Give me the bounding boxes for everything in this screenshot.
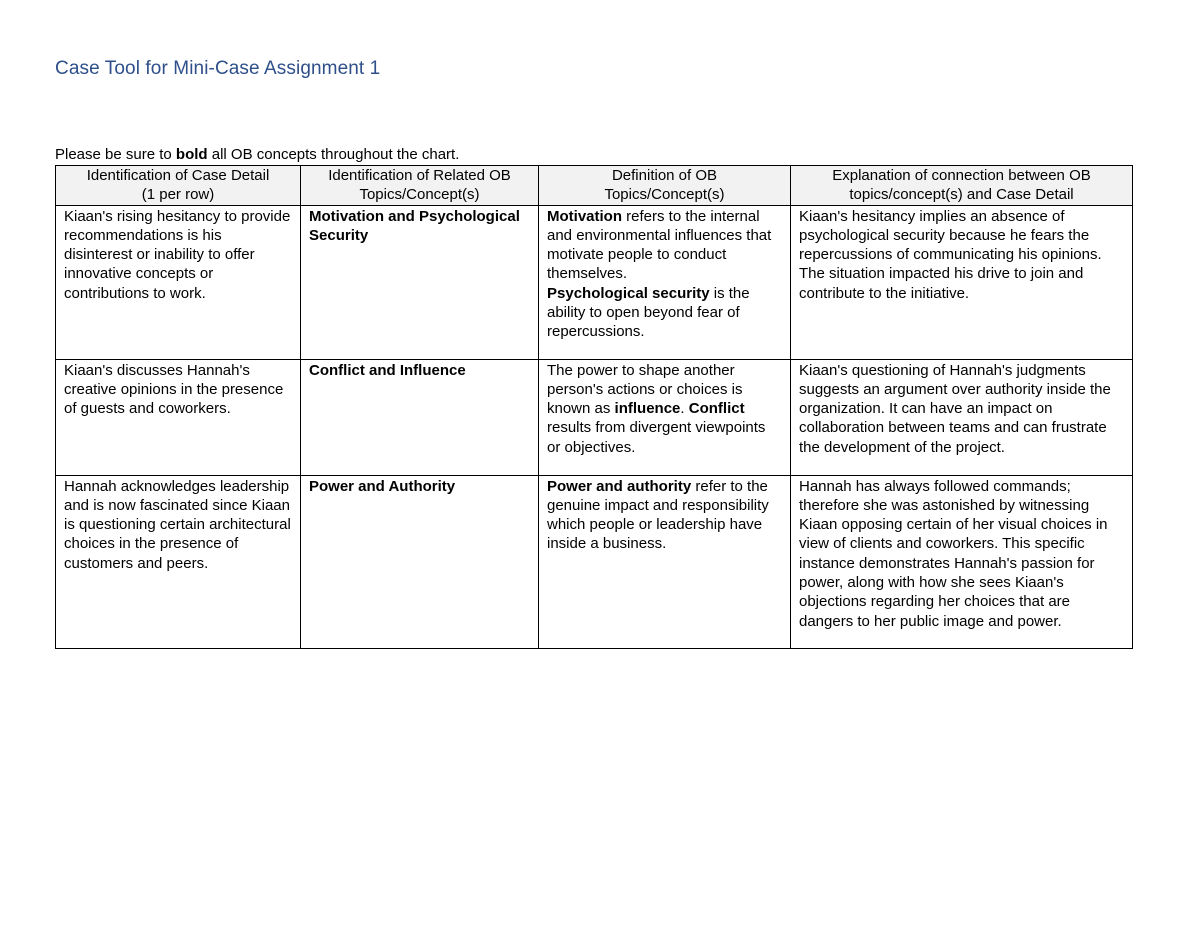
cell-definition: Motivation refers to the internal and environmental influences that motivate people to conduct themselves. Psychological security is the ability to open beyond fear of repercussions. bbox=[539, 205, 791, 359]
table-row bbox=[56, 205, 1133, 359]
header-case-detail: Identification of Case Detail (1 per row) bbox=[56, 166, 301, 206]
instruction-bold: bold bbox=[175, 146, 208, 163]
table-row bbox=[56, 359, 1133, 475]
cell-case-detail: Kiaan's discusses Hannah's creative opinions in the presence of guests and coworkers. bbox=[56, 359, 301, 475]
header-related-concepts: Identification of Related OB Topics/Concept(s) bbox=[301, 166, 539, 206]
table-row bbox=[56, 475, 1133, 648]
instruction-before: Please be sure to bbox=[55, 146, 176, 163]
cell-concept: Power and Authority bbox=[301, 475, 539, 648]
table-header-row bbox=[56, 166, 1133, 206]
cell-definition: Power and authority refer to the genuine impact and responsibility which people or leadership have inside a business. bbox=[539, 475, 791, 648]
cell-concept: Motivation and Psychological Security bbox=[301, 205, 539, 359]
instruction-after: all OB concepts throughout the chart. bbox=[207, 146, 460, 163]
cell-explanation: Hannah has always followed commands; therefore she was astonished by witnessing Kiaan opposing certain of her visual choices in view of clients and coworkers. This specific instance demonstrates Hannah's passion for power, along with how she sees Kiaan's objections regarding her choices that are dangers to her public image and power. bbox=[791, 475, 1133, 648]
cell-case-detail: Hannah acknowledges leadership and is now fascinated since Kiaan is questioning certain architectural choices in the presence of customers and peers. bbox=[56, 475, 301, 648]
instruction-text bbox=[55, 145, 459, 164]
cell-explanation: Kiaan's hesitancy implies an absence of psychological security because he fears the repercussions of communicating his opinions. The situation impacted his drive to join and contribute to the initiative. bbox=[791, 205, 1133, 359]
cell-case-detail: Kiaan's rising hesitancy to provide recommendations is his disinterest or inability to offer innovative concepts or contributions to work. bbox=[56, 205, 301, 359]
cell-explanation: Kiaan's questioning of Hannah's judgments suggests an argument over authority inside the organization. It can have an impact on collaboration between teams and can frustrate the development of the project. bbox=[791, 359, 1133, 475]
header-definition: Definition of OB Topics/Concept(s) bbox=[539, 166, 791, 206]
page-title: Case Tool for Mini-Case Assignment 1 bbox=[55, 58, 381, 79]
cell-concept: Conflict and Influence bbox=[301, 359, 539, 475]
case-tool-table bbox=[55, 165, 1133, 649]
header-explanation: Explanation of connection between OB topics/concept(s) and Case Detail bbox=[791, 166, 1133, 206]
cell-definition: The power to shape another person's actions or choices is known as influence. Conflict results from divergent viewpoints or objectives. bbox=[539, 359, 791, 475]
